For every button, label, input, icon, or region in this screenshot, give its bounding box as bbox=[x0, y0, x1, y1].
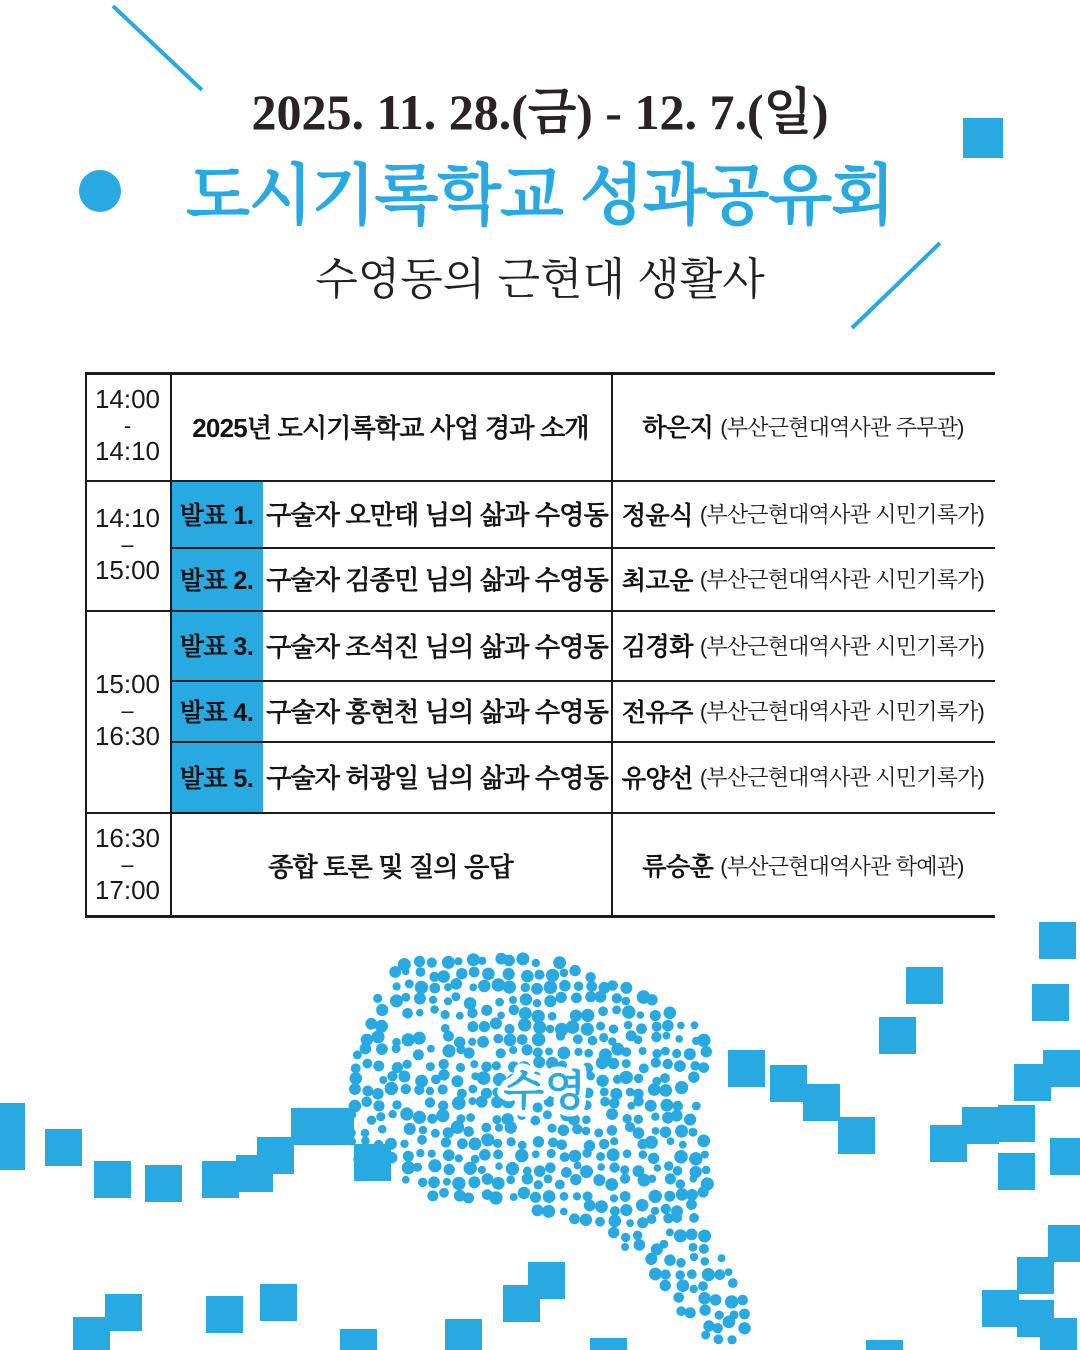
time-start: 14:00 bbox=[94, 384, 161, 415]
presenter-affiliation: (부산근현대역사관 시민기록가) bbox=[699, 567, 985, 592]
time-end: 14:10 bbox=[94, 435, 161, 466]
presenter-cell bbox=[611, 372, 995, 480]
presenter-name: 정윤식 bbox=[621, 501, 693, 530]
session-topic: 구술자 김종민 님의 삶과 수영동 bbox=[266, 565, 608, 595]
session-topic: 구술자 오만태 님의 삶과 수영동 bbox=[266, 500, 608, 530]
presenter-name: 하은지 bbox=[642, 414, 714, 442]
presentation-label: 발표 1. bbox=[179, 501, 254, 530]
time-dash: – bbox=[121, 532, 134, 558]
presenter-name: 유양선 bbox=[621, 764, 693, 793]
date-range: 2025. 11. 28.(금) - 12. 7.(일) bbox=[251, 84, 829, 140]
presenter-affiliation: (부산근현대역사관 시민기록가) bbox=[699, 502, 985, 527]
presentation-label: 발표 2. bbox=[179, 566, 254, 595]
time-start: 14:10 bbox=[94, 503, 161, 534]
time-cell bbox=[85, 480, 170, 610]
presenter-cell bbox=[611, 610, 995, 680]
session-topic: 구술자 홍현천 님의 삶과 수영동 bbox=[266, 697, 608, 727]
presenter-affiliation: (부산근현대역사관 시민기록가) bbox=[699, 633, 985, 659]
presenter-cell bbox=[611, 741, 995, 812]
presenter-affiliation: (부산근현대역사관 시민기록가) bbox=[699, 765, 985, 790]
presenter-name: 최고운 bbox=[621, 566, 693, 595]
session-topic: 구술자 조석진 님의 삶과 수영동 bbox=[266, 631, 608, 662]
bottom-art bbox=[0, 920, 1080, 1350]
time-dash: - bbox=[123, 413, 132, 439]
presentation-label: 발표 4. bbox=[179, 698, 254, 727]
presenter-affiliation: (부산근현대역사관 학예관) bbox=[720, 853, 964, 879]
presenter-cell bbox=[611, 680, 995, 741]
session-topic: 종합 토론 및 질의 응답 bbox=[268, 851, 513, 882]
time-cell bbox=[85, 812, 170, 918]
time-cell bbox=[85, 372, 170, 480]
presentation-label: 발표 5. bbox=[179, 764, 254, 793]
time-dash: – bbox=[121, 698, 134, 724]
presenter-affiliation: (부산근현대역사관 시민기록가) bbox=[699, 699, 985, 724]
page-subtitle: 수영동의 근현대 생활사 bbox=[315, 255, 765, 304]
presenter-name: 김경화 bbox=[621, 633, 693, 661]
map-label: 수영 bbox=[503, 1067, 587, 1114]
presenter-cell bbox=[611, 812, 995, 918]
page-title: 도시기록학교 성과공유회 bbox=[186, 158, 894, 232]
schedule-table bbox=[85, 372, 995, 918]
presenter-cell bbox=[611, 480, 995, 547]
presenter-name: 전유주 bbox=[621, 698, 693, 727]
presenter-cell bbox=[611, 547, 995, 610]
time-cell bbox=[85, 610, 170, 812]
presenter-name: 류승훈 bbox=[642, 853, 714, 881]
session-topic: 구술자 허광일 님의 삶과 수영동 bbox=[266, 763, 608, 793]
time-end: 17:00 bbox=[94, 874, 161, 905]
time-start: 16:30 bbox=[94, 823, 161, 854]
presentation-label: 발표 3. bbox=[179, 633, 254, 661]
time-dash: – bbox=[121, 852, 134, 878]
session-topic: 2025년 도시기록학교 사업 경과 소개 bbox=[192, 412, 589, 443]
time-end: 16:30 bbox=[94, 720, 161, 751]
time-start: 15:00 bbox=[94, 669, 161, 700]
presenter-affiliation: (부산근현대역사관 주무관) bbox=[720, 414, 964, 440]
time-end: 15:00 bbox=[94, 554, 161, 585]
